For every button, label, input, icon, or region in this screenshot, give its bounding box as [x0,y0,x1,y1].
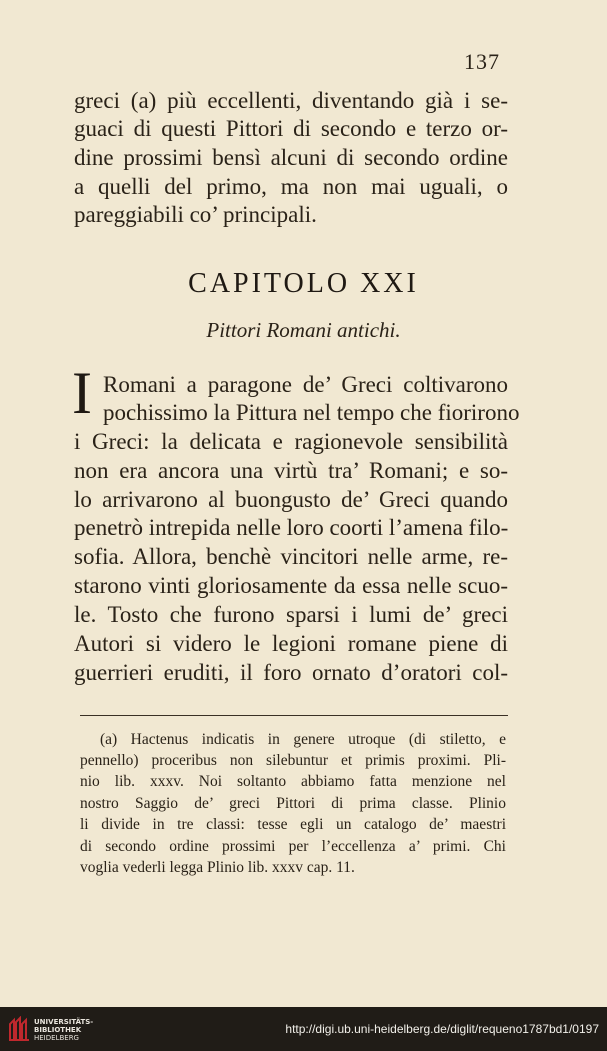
text-line: sofia. Allora, benchè vincitori nelle arme, re- [74,544,508,569]
footnote-line: voglia vederli legga Plinio lib. xxxv cap. 11. [80,859,355,876]
text-line: dine prossimi bensì alcuni di secondo ordine [74,145,508,170]
viewer-footer [0,1007,607,1051]
page-number: 137 [464,49,500,74]
text-line: le. Tosto che furono sparsi i lumi de’ greci [74,602,508,627]
text-line: i Greci: la delicata e ragionevole sensibilità [74,429,508,454]
text-line: guerrieri eruditi, il foro ornato d’oratori col- [74,660,508,685]
heidelberg-library-logo-icon[interactable] [8,1016,30,1042]
library-name [34,1018,93,1042]
library-line: BIBLIOTHEK [34,1026,82,1034]
footnote-line: nostro Saggio de’ greci Pittori di prima classe. Plinio [80,795,506,812]
text-line: pochissimo la Pittura nel tempo che fiorirono [103,400,520,425]
text-line: starono vinti gloriosamente da essa nelle scuo- [74,573,508,598]
text-line: greci (a) più eccellenti, diventando già i se- [74,88,508,113]
text-line: Romani a paragone de’ Greci coltivarono [103,372,508,397]
text-line: lo arrivarono al buongusto de’ Greci quando [74,487,508,512]
source-url-link[interactable]: http://digi.ub.uni-heidelberg.de/diglit/requeno1787bd1/0197 [285,1022,599,1036]
footnote-line: di secondo ordine prossimi per l’eccellenza a’ primi. Chi [80,838,506,855]
footnote-line: (a) Hactenus indicatis in genere utroque (di stiletto, e [100,731,506,748]
text-line: a quelli del primo, ma non mai uguali, o [74,174,508,199]
chapter-title: CAPITOLO XXI [188,268,419,299]
footnote-line: li divide in tre classi: tesse egli un catalogo de’ maestri [80,816,506,833]
text-line: Autori si videro le legioni romane piene di [74,631,508,656]
text-line: penetrò intrepida nelle loro coorti l’amena filo- [74,515,509,540]
library-line: UNIVERSITÄTS- [34,1018,94,1026]
text-line: guaci di questi Pittori di secondo e terzo or- [74,116,508,141]
drop-cap: I [72,360,92,426]
footnote-divider [80,715,508,716]
chapter-subtitle: Pittori Romani antichi. [206,318,401,342]
text-line: pareggiabili co’ principali. [74,202,317,227]
library-line: HEIDELBERG [34,1034,79,1042]
footnote-line: nio lib. xxxv. Noi soltanto abbiamo fatta menzione nel [80,773,506,790]
footnote-line: pennello) proceribus non silebuntur et primis proximi. Pli- [80,752,506,769]
text-line: non era ancora una virtù tra’ Romani; e so- [74,458,508,483]
